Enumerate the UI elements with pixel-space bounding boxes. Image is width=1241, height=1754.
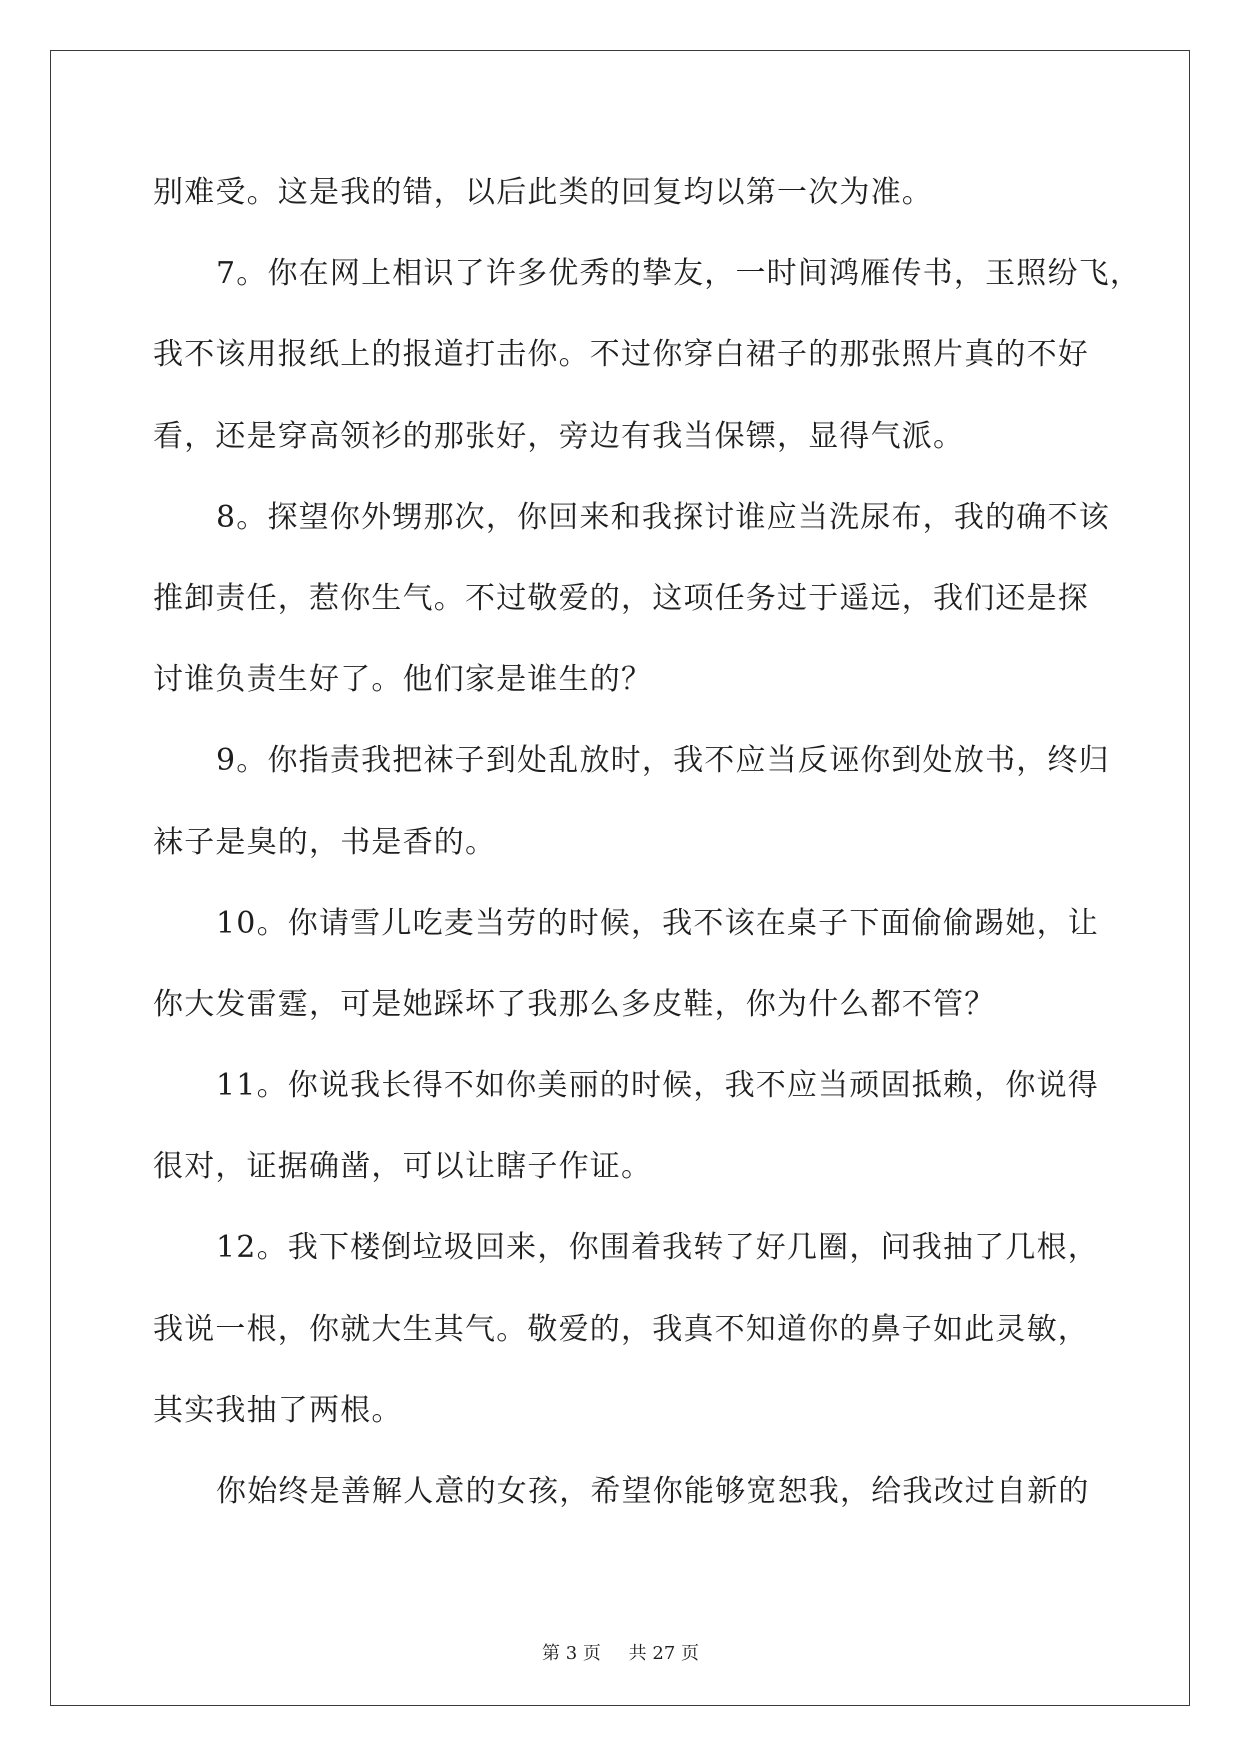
text-line: 11。你说我长得不如你美丽的时候，我不应当顽固抵赖，你说得	[216, 1068, 1099, 1104]
text-line: 讨谁负责生好了。他们家是谁生的？	[153, 662, 653, 698]
paragraph-item-7	[153, 233, 1143, 477]
paragraph-item-8	[153, 477, 1143, 721]
text-line: 其实我抽了两根。	[153, 1392, 403, 1428]
paragraph-item-10	[153, 883, 1143, 1045]
text-line: 我不该用报纸上的报道打击你。不过你穿白裙子的那张照片真的不好	[153, 337, 1089, 373]
current-page-label: 第 3 页	[542, 1643, 601, 1664]
paragraph-item-12	[153, 1207, 1143, 1451]
text-line: 你始终是善解人意的女孩，希望你能够宽恕我，给我改过自新的	[216, 1474, 1090, 1509]
text-line: 7。你在网上相识了许多优秀的挚友，一时间鸿雁传书，玉照纷飞，	[216, 256, 1142, 292]
text-line: 9。你指责我把袜子到处乱放时，我不应当反诬你到处放书，终归	[216, 743, 1110, 779]
text-line: 10。你请雪儿吃麦当劳的时候，我不该在桌子下面偷偷踢她，让	[216, 905, 1099, 941]
text-line: 看，还是穿高领衫的那张好，旁边有我当保镖，显得气派。	[153, 418, 965, 454]
total-pages-label: 共 27 页	[628, 1643, 699, 1664]
text-line: 12。我下楼倒垃圾回来，你围着我转了好几圈，问我抽了几根，	[216, 1230, 1099, 1266]
paragraph-item-9	[153, 720, 1143, 882]
page-footer	[0, 1641, 1241, 1667]
document-body	[153, 152, 1143, 1532]
paragraph	[153, 152, 1143, 233]
text-line: 你大发雷霆，可是她踩坏了我那么多皮鞋，你为什么都不管？	[153, 986, 996, 1022]
text-line: 很对，证据确凿，可以让瞎子作证。	[153, 1149, 653, 1185]
text-line: 袜子是臭的，书是香的。	[153, 824, 497, 860]
text-line: 别难受。这是我的错，以后此类的回复均以第一次为准。	[153, 175, 933, 210]
paragraph-item-11	[153, 1045, 1143, 1207]
paragraph-closing	[153, 1451, 1143, 1532]
text-line: 8。探望你外甥那次，你回来和我探讨谁应当洗尿布，我的确不该	[216, 499, 1110, 535]
text-line: 我说一根，你就大生其气。敬爱的，我真不知道你的鼻子如此灵敏，	[153, 1311, 1089, 1347]
text-line: 推卸责任，惹你生气。不过敬爱的，这项任务过于遥远，我们还是探	[153, 580, 1089, 616]
